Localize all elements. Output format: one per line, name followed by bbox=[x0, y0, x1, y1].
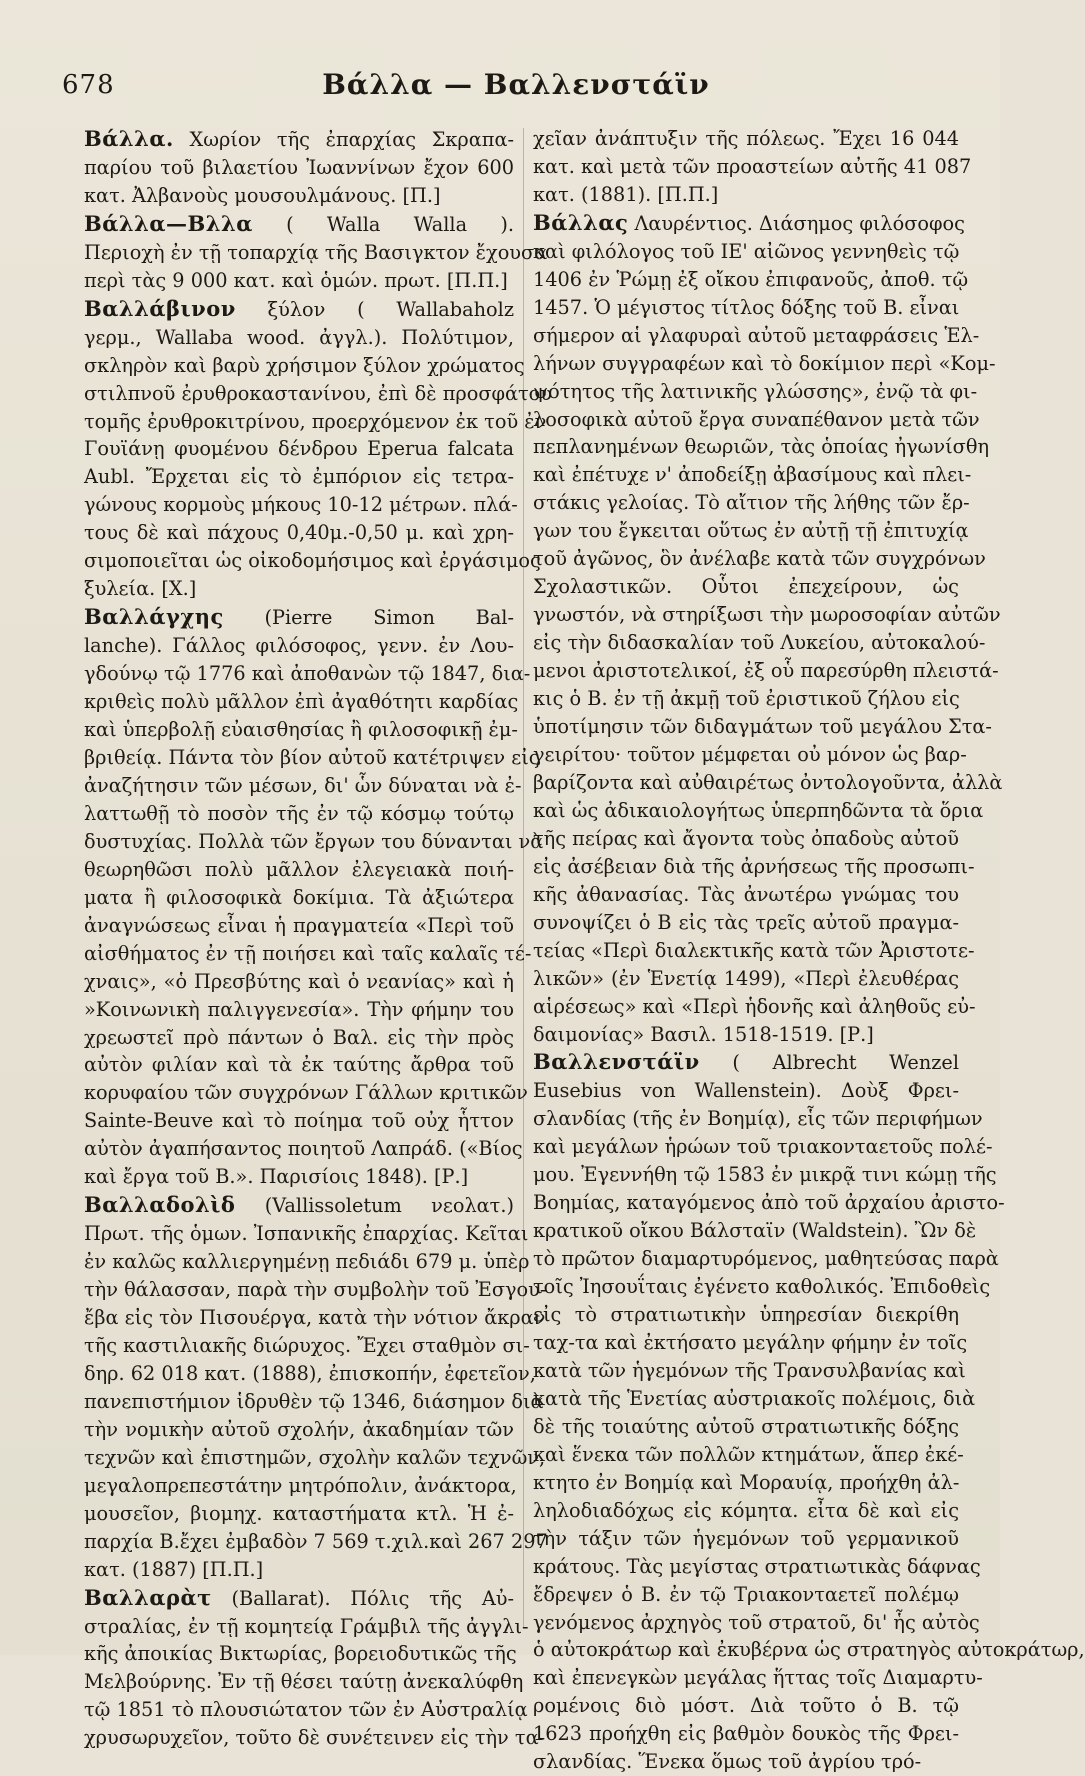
right-column bbox=[533, 125, 1085, 1776]
text-line: τείας «Περὶ διαλεκτικῆς κατὰ τῶν Ἀριστοτε- bbox=[533, 938, 975, 962]
text-line: βαρίζοντα καὶ αὐθαιρέτως ὀντολογοῦντα, ἀλλὰ bbox=[533, 770, 1003, 794]
text-line: γερμ., Wallaba wood. ἀγγλ.). Πολύτιμον, bbox=[84, 325, 514, 349]
text-line: πεπλανημένων θεωριῶν, τὰς ὁποίας ἠγωνίσθη bbox=[533, 435, 989, 459]
text-line: Eusebius von Wallenstein). Δοὺξ Φρει- bbox=[533, 1079, 959, 1103]
text-line: σλανδίας. Ἕνεκα ὅμως τοῦ ἀγρίου τρό- bbox=[533, 1750, 922, 1774]
headword: Βαλλαρὰτ bbox=[84, 1584, 212, 1610]
text-line: Πρωτ. τῆς ὁμων. Ἰσπανικῆς ἐπαρχίας. Κεῖται bbox=[84, 1222, 529, 1246]
text-line: σκληρὸν καὶ βαρὺ χρήσιμον ξύλον χρώματος bbox=[84, 353, 525, 377]
text-line: ἀναζήτησιν τῶν μέσων, δι' ὧν δύναται νὰ ἐ- bbox=[84, 773, 522, 797]
text-line: Βάλλας Λαυρέντιος. Διάσημος φιλόσοφος bbox=[533, 209, 965, 235]
text-line: στιλπνοῦ ἐρυθροκαστανίνου, ἐπὶ δὲ προσφάτου bbox=[84, 381, 553, 405]
text-line: δηρ. 62 018 κατ. (1888), ἐπισκοπήν, ἐφετεῖον, bbox=[84, 1361, 536, 1385]
text-line: δὲ τῆς τοιαύτης αὐτοῦ στρατιωτικῆς δόξης bbox=[533, 1414, 959, 1438]
headword: Βάλλας bbox=[533, 209, 629, 235]
text-line: παρίου τοῦ βιλαετίου Ἰωαννίνων ἔχον 600 bbox=[84, 155, 514, 179]
text-line: καὶ μεγάλων ἡρώων τοῦ τριακονταετοῦς πολέ- bbox=[533, 1135, 993, 1159]
text-line: γώνους κορμοὺς μήκους 10-12 μέτρων. πλά- bbox=[84, 493, 518, 517]
text-line: Περιοχὴ ἐν τῇ τοπαρχίᾳ τῆς Βασιγκτον ἔχουσα bbox=[84, 240, 548, 264]
text-line: κατὰ τῆς Ἑνετίας αὐστριακοῖς πολέμοις, διὰ bbox=[533, 1386, 976, 1410]
text-line: τῷ 1851 τὸ πλουσιώτατον τῶν ἐν Αὐστραλίᾳ bbox=[84, 1698, 528, 1722]
page-number: 678 bbox=[62, 70, 115, 100]
text-line: Aubl. Ἔρχεται εἰς τὸ ἐμπόριον εἰς τετρα- bbox=[84, 465, 514, 489]
text-line: σλανδίας (τῆς ἐν Βοημίᾳ), εἷς τῶν περιφήμων bbox=[533, 1107, 983, 1131]
headword: Βαλλάβινον bbox=[84, 295, 236, 321]
text-line: καὶ ὡς ἀδικαιολογήτως ὑπερπηδῶντα τὰ ὅρια bbox=[533, 798, 984, 822]
text-line: αὐτὸν φιλίαν καὶ τὰ ἐκ ταύτης ἄρθρα τοῦ bbox=[84, 1053, 514, 1077]
text-line: 1457. Ὁ μέγιστος τίτλος δόξης τοῦ Β. εἶναι bbox=[533, 295, 960, 319]
text-line: τεχνῶν καὶ ἐπιστημῶν, σχολὴν καλῶν τεχνῶν, bbox=[84, 1445, 546, 1469]
text-line: Βάλλα. Χωρίον τῆς ἐπαρχίας Σκραπα- bbox=[84, 126, 514, 151]
text-line: δαιμονίας» Βασιλ. 1518-1519. [Ρ.] bbox=[533, 1022, 874, 1046]
text-line: Sainte-Beuve καὶ τὸ ποίημα τοῦ οὐχ ἧττον bbox=[84, 1109, 514, 1133]
headword: Βαλλαδολὶδ bbox=[84, 1192, 236, 1218]
text-line: ὑποτίμησιν τῶν διδαγμάτων τοῦ μεγάλου Στα- bbox=[533, 715, 992, 739]
text-line: αἱρέσεως» καὶ «Περὶ ἡδονῆς καὶ ἀληθοῦς εὐ- bbox=[533, 994, 976, 1018]
headword: Βαλλενστάϊν bbox=[533, 1049, 700, 1075]
text-line: χναις», «ὁ Πρεσβύτης καὶ ὁ νεανίας» καὶ ἡ bbox=[84, 969, 514, 993]
text-line: χρεωστεῖ πρὸ πάντων ὁ Βαλ. εἰς τὴν πρὸς bbox=[84, 1025, 514, 1049]
text-line: ρομένοις διὸ μόστ. Διὰ τοῦτο ὁ Β. τῷ bbox=[533, 1694, 959, 1718]
text-line: Βαλλενστάϊν ( Albrecht Wenzel bbox=[533, 1049, 959, 1075]
text-line: αἰσθήματος ἐν τῇ ποιήσει καὶ ταῖς καλαῖς τέ- bbox=[84, 941, 532, 965]
text-line: λήνων συγγραφέων καὶ τὸ δοκίμιον περὶ «Κομ- bbox=[533, 351, 996, 375]
text-line: θεωρηθῶσι πολὺ μᾶλλον ἐλεγειακὰ ποιή- bbox=[84, 857, 514, 881]
headword: Βάλλα—Βλλα bbox=[84, 210, 253, 236]
text-line: εἰς τὸ στρατιωτικὴν ὑπηρεσίαν διεκρίθη bbox=[533, 1303, 959, 1327]
text-line: γνωστόν, νὰ στηρίξωσι τὴν μωροσοφίαν αὐτῶν bbox=[533, 603, 1001, 627]
text-line: χρυσωρυχεῖον, τοῦτο δὲ συνέτεινεν εἰς τὴν τα- bbox=[84, 1726, 546, 1750]
text-line: ληλοδιαδόχως εἰς κόμητα. εἶτα δὲ καὶ εἰς bbox=[533, 1498, 959, 1522]
text-line: ἔδρεψεν ὁ Β. ἐν τῷ Τριακονταετεῖ πολέμῳ bbox=[533, 1582, 959, 1606]
text-line: μεγαλοπρεπεστάτην μητρόπολιν, ἀνάκτορα, bbox=[84, 1473, 517, 1497]
text-line: τομῆς ἐρυθροκιτρίνου, προερχόμενον ἐκ τοῦ ἐν bbox=[84, 409, 547, 433]
text-line: γενόμενος ἀρχηγὸς τοῦ στρατοῦ, δι' ἧς αὐτὸς bbox=[533, 1610, 980, 1634]
text-line: lanche). Γάλλος φιλόσοφος, γενν. ἐν Λου- bbox=[84, 634, 514, 658]
text-line: κατὰ τῶν ἡγεμόνων τῆς Τρανσυλβανίας καὶ bbox=[533, 1358, 966, 1382]
text-line: ἐν καλῶς καλλιεργημένῃ πεδιάδι 679 μ. ὑπὲρ bbox=[84, 1250, 530, 1274]
text-line: τοῖς Ἰησουΐταις ἐγένετο καθολικός. Ἐπιδοθεὶς bbox=[533, 1275, 991, 1299]
text-line: αὐτὸν ἀγαπήσαντος ποιητοῦ Λαπράδ. («Βίος bbox=[84, 1137, 523, 1161]
running-head: Βάλλα — Βαλλενστάϊν bbox=[322, 68, 710, 101]
text-line: Βάλλα—Βλλα ( Walla Walla ). bbox=[84, 210, 514, 236]
text-line: τὴν νομικὴν αὐτοῦ σχολήν, ἀκαδημίαν τῶν bbox=[84, 1417, 514, 1441]
text-line: λικῶν» (ἐν Ἑνετίᾳ 1499), «Περὶ ἐλευθέρας bbox=[533, 966, 959, 990]
left-column bbox=[84, 125, 553, 1752]
text-line: τὴν τάξιν τῶν ἡγεμόνων τοῦ γερμανικοῦ bbox=[533, 1526, 959, 1550]
text-line: εἰς τὴν διδασκαλίαν τοῦ Λυκείου, αὐτοκαλού- bbox=[533, 631, 986, 655]
text-line: βριθείᾳ. Πάντα τὸν βίον αὐτοῦ κατέτριψεν εἰς bbox=[84, 745, 540, 769]
text-line: ξυλεία. [Χ.] bbox=[84, 577, 197, 601]
text-line: λαττωθῇ τὸ ποσὸν τῆς ἐν τῷ κόσμῳ τούτῳ bbox=[84, 801, 514, 825]
text-line: λοσοφικὰ αὐτοῦ ἔργα συναπέθανον μετὰ τῶν bbox=[533, 407, 980, 431]
text-line: μουσεῖον, βιομηχ. καταστήματα κτλ. Ἡ ἐ- bbox=[84, 1501, 514, 1525]
text-line: καὶ ἔργα τοῦ Β.». Παρισίοις 1848). [Ρ.] bbox=[84, 1165, 469, 1189]
text-line: γειρίτου· τοῦτον μέμφεται οὐ μόνον ὡς βαρ- bbox=[533, 742, 967, 766]
text-line: κριθεὶς πολὺ μᾶλλον ἐπὶ ἀγαθότητι καρδίας bbox=[84, 690, 519, 714]
text-line: 1623 προήχθη εἰς βαθμὸν δουκὸς τῆς Φρει- bbox=[533, 1722, 959, 1746]
text-line: Γουϊάνῃ φυομένου δένδρου Eperua falcata bbox=[84, 437, 514, 461]
text-line: παρχία Β.ἔχει ἐμβαδὸν 7 569 τ.χιλ.καὶ 267 297 bbox=[84, 1529, 548, 1553]
page-header bbox=[62, 68, 970, 108]
text-line: τὴν θάλασσαν, παρὰ τὴν συμβολὴν τοῦ Ἐσγου- bbox=[84, 1278, 547, 1302]
text-line: ὁ αὐτοκράτωρ καὶ ἐκυβέρνα ὡς στρατηγὸς αὐτοκράτωρ, bbox=[533, 1638, 1085, 1662]
text-line: στάκις γελοίας. Τὸ αἴτιον τῆς λήθης τῶν ἔρ- bbox=[533, 491, 970, 515]
text-line: καὶ ὑπερβολῇ εὐαισθησίας ἢ φιλοσοφικῇ ἐμ- bbox=[84, 718, 518, 742]
text-line: ἀναγνώσεως εἶναι ἡ πραγματεία «Περὶ τοῦ bbox=[84, 913, 514, 937]
text-line: Σχολαστικῶν. Οὗτοι ἐπεχείρουν, ὡς bbox=[533, 575, 959, 599]
text-line: πανεπιστήμιον ἱδρυθὲν τῷ 1346, διάσημον διὰ bbox=[84, 1389, 544, 1413]
text-line: ματα ἢ φιλοσοφικὰ δοκίμια. Τὰ ἀξιώτερα bbox=[84, 885, 514, 909]
text-line: τὸ πρῶτον διαμαρτυρόμενος, μαθητεύσας παρὰ bbox=[533, 1247, 999, 1271]
text-line: τους δὲ καὶ πάχους 0,40μ.-0,50 μ. καὶ χρη- bbox=[84, 521, 514, 545]
text-line: Βαλλαδολὶδ (Vallissoletum νεολατ.) bbox=[84, 1192, 514, 1218]
text-line: χεῖαν ἀνάπτυξιν τῆς πόλεως. Ἔχει 16 044 bbox=[533, 127, 959, 150]
text-line: ψότητος τῆς λατινικῆς γλώσσης», ἐνῷ τὰ φι- bbox=[533, 379, 978, 403]
text-line: κις ὁ Β. ἐν τῇ ἀκμῇ τοῦ ἐριστικοῦ ζήλου εἰς bbox=[533, 687, 960, 711]
text-line: μενοι ἀριστοτελικοί, ἐξ οὗ παρεσύρθη πλειστά- bbox=[533, 659, 999, 683]
text-line: ἔβα εἰς τὸν Πισουέργα, κατὰ τὴν νότιον ἄκραν bbox=[84, 1306, 546, 1330]
text-line: »Κοινωνικὴ παλιγγενεσία». Τὴν φήμην του bbox=[84, 997, 514, 1021]
text-line: καὶ ἐπενεγκὼν μεγάλας ἥττας τοῖς Διαμαρτυ- bbox=[533, 1666, 983, 1690]
text-line: κατ. (1887) [Π.Π.] bbox=[84, 1557, 264, 1581]
text-line: τῆς καστιλιακῆς διώρυχος. Ἔχει σταθμὸν σι- bbox=[84, 1333, 530, 1357]
text-line: Βαλλάβινον ξύλον ( Wallabaholz bbox=[84, 295, 514, 321]
text-line: εἰς ἀσέβειαν διὰ τῆς ἀρνήσεως τῆς προσωπι- bbox=[533, 854, 975, 878]
text-line: σιμοποιεῖται ὡς οἰκοδομήσιμος καὶ ἐργάσιμος bbox=[84, 549, 541, 573]
text-line: δυστυχίας. Πολλὰ τῶν ἔργων του δύνανται νὰ bbox=[84, 829, 544, 853]
text-line: τοῦ ἀγῶνος, ὃν ἀνέλαβε κατὰ τῶν συγχρόνων bbox=[533, 547, 986, 571]
text-line: κράτους. Τὰς μεγίστας στρατιωτικὰς δάφνας bbox=[533, 1554, 981, 1578]
text-line: στραλίας, ἐν τῇ κομητείᾳ Γράμβιλ τῆς ἀγγλι- bbox=[84, 1614, 529, 1638]
text-line: κορυφαίου τῶν συγχρόνων Γάλλων κριτικῶν bbox=[84, 1081, 528, 1105]
text-line: καὶ ἕνεκα τῶν πολλῶν κτημάτων, ἅπερ ἐκέ- bbox=[533, 1442, 964, 1466]
text-line: 1406 ἐν Ῥώμῃ ἐξ οἴκου ἐπιφανοῦς, ἀποθ. τῷ bbox=[533, 267, 969, 291]
text-line: μου. Ἐγεννήθη τῷ 1583 ἐν μικρᾷ τινι κώμῃ τῆς bbox=[533, 1163, 997, 1187]
text-line: κατ. Ἀλβανοὺς μουσουλμάνους. [Π.] bbox=[84, 183, 441, 207]
text-line: γδούνῳ τῷ 1776 καὶ ἀποθανὼν τῷ 1847, δια- bbox=[84, 662, 531, 686]
headword: Βάλλα. bbox=[84, 126, 174, 151]
text-line: Βαλλαρὰτ (Ballarat). Πόλις τῆς Αὐ- bbox=[84, 1584, 514, 1610]
text-line: κρατικοῦ οἴκου Βάλσταϊν (Waldstein). Ὢν δὲ bbox=[533, 1219, 977, 1243]
text-line: περὶ τὰς 9 000 κατ. καὶ ὁμών. πρωτ. [Π.Π.] bbox=[84, 268, 508, 292]
text-line: κῆς ἀθανασίας. Τὰς ἀνωτέρω γνώμας του bbox=[533, 882, 959, 906]
text-line: τῆς πείρας καὶ ἄγοντα τοὺς ὀπαδοὺς αὐτοῦ bbox=[533, 826, 959, 850]
text-line: καὶ φιλόλογος τοῦ ΙΕ' αἰῶνος γεννηθεὶς τῷ bbox=[533, 239, 960, 263]
text-line: κατ. (1881). [Π.Π.] bbox=[533, 182, 719, 206]
text-line: γων του ἔγκειται οὕτως ἐν αὐτῇ τῇ ἐπιτυχίᾳ bbox=[533, 519, 969, 543]
text-line: Μελβούρνης. Ἐν τῇ θέσει ταύτῃ ἀνεκαλύφθη bbox=[84, 1670, 524, 1694]
text-line: Βαλλάγχης (Pierre Simon Bal- bbox=[84, 604, 514, 630]
text-line: συνοψίζει ὁ Β εἰς τὰς τρεῖς αὐτοῦ πραγμα- bbox=[533, 910, 959, 934]
text-line: κτητο ἐν Βοημίᾳ καὶ Μοραυίᾳ, προήχθη ἀλ- bbox=[533, 1470, 960, 1494]
text-line: ταχ-τα καὶ ἐκτήσατο μεγάλην φήμην ἐν τοῖς bbox=[533, 1330, 968, 1354]
text-line: κατ. καὶ μετὰ τῶν προαστείων αὐτῆς 41 087 bbox=[533, 154, 972, 178]
text-line: κῆς ἀποικίας Βικτωρίας, βορειοδυτικῶς τῆς bbox=[84, 1642, 517, 1666]
headword: Βαλλάγχης bbox=[84, 604, 224, 630]
text-line: καὶ ἐπέτυχε ν' ἀποδείξῃ ἀβασίμους καὶ πλει- bbox=[533, 463, 972, 487]
text-line: Βοημίας, καταγόμενος ἀπὸ τοῦ ἀρχαίου ἀριστο- bbox=[533, 1191, 1005, 1215]
text-line: σήμερον αἱ γλαφυραὶ αὐτοῦ μεταφράσεις Ἑλ- bbox=[533, 323, 980, 347]
